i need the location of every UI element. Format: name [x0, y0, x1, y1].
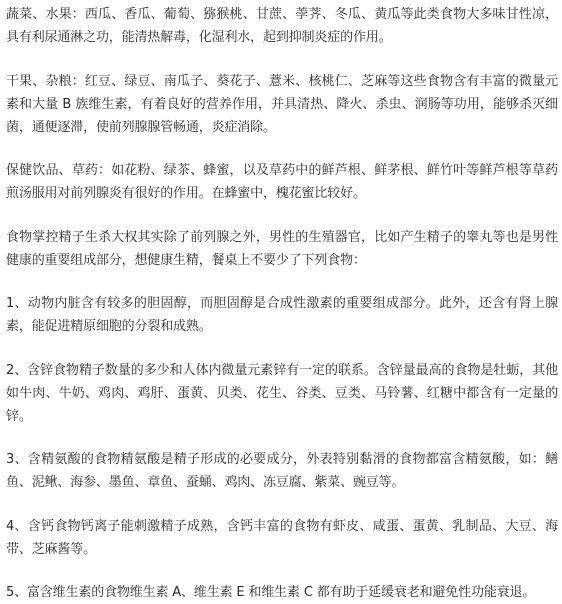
paragraph-item-3-arginine: 3、含精氨酸的食物精氨酸是精子形成的必要成分，外表特别黏滑的食物都富含精氨酸，如：鳝鱼、泥鳅、海参、墨鱼、章鱼、蚕蛹、鸡肉、冻豆腐、紫菜、豌豆等。 [6, 452, 558, 490]
paragraph-item-1-organ-meats: 1、动物内脏含有较多的胆固醇，而胆固醇是合成性激素的重要组成部分。此外，还含有肾上腺素，能促进精原细胞的分裂和成熟。 [6, 296, 558, 334]
paragraph-vegetables-fruits: 蔬菜、水果：西瓜、香瓜、葡萄、猕猴桃、甘蔗、荸荠、冬瓜、黄瓜等此类食物大多味甘性凉，具有利尿通淋之功，能清热解毒，化湿利水，起到抑制炎症的作用。 [6, 7, 558, 45]
paragraph-item-2-zinc: 2、含锌食物精子数量的多少和人体内微量元素锌有一定的联系。含锌量最高的食物是牡蛎，其他如牛肉、牛奶、鸡肉、鸡肝、蛋黄、贝类、花生、谷类、豆类、马铃薯、红糖中都含有一定量的锌。 [6, 362, 558, 424]
paragraph-item-4-calcium: 4、含钙食物钙离子能刺激精子成熟，含钙丰富的食物有虾皮、咸蛋、蛋黄、乳制品、大豆、海带、芝麻酱等。 [6, 518, 558, 557]
paragraph-nuts-grains: 干果、杂粮：红豆、绿豆、南瓜子、葵花子、薏米、核桃仁、芝麻等这些食物含有丰富的微量元素和大量 B 族维生素，有着良好的营养作用，并具清热、降火、杀虫、润肠等功用，能够杀灭细菌，通便逐滞，使前列腺腺管畅通，炎症消除。 [6, 73, 558, 135]
paragraph-drinks-herbs: 保健饮品、草药：如花粉、绿茶、蜂蜜，以及草药中的鲜芦根、鲜茅根、鲜竹叶等鲜芦根等草药煎汤服用对前列腺炎有很好的作用。在蜂蜜中，槐花蜜比较好。 [6, 163, 558, 201]
paragraph-item-5-vitamins: 5、富含维生素的食物维生素 A、维生素 E 和维生素 C 都有助于延缓衰老和避免性功能衰退。 [6, 585, 536, 600]
paragraph-sperm-intro: 食物掌控精子生杀大权其实除了前列腺之外，男性的生殖器官，比如产生精子的睾丸等也是男性健康的重要组成部分，想健康生精，餐桌上不要少了下列食物： [6, 229, 558, 268]
